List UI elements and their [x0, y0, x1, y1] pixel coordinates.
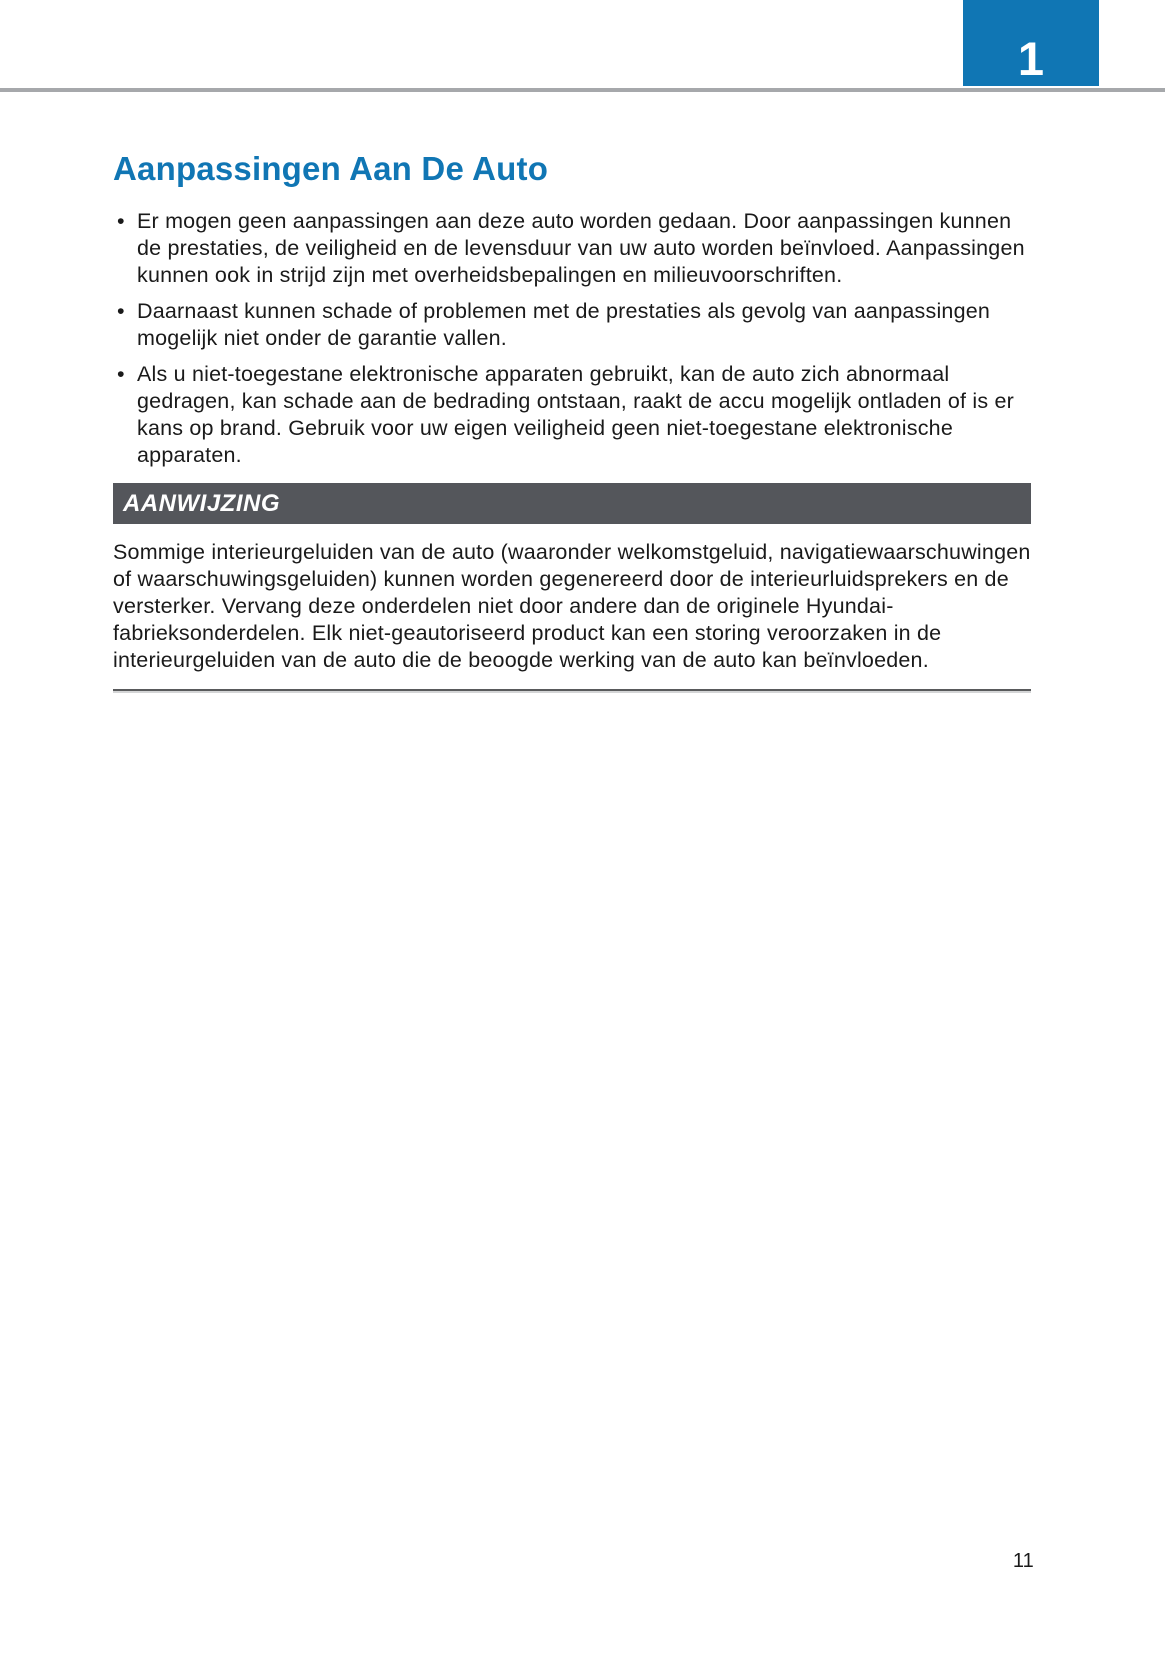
header-divider: [0, 88, 1165, 92]
bullet-text: Er mogen geen aanpassingen aan deze auto worden gedaan. Door aanpassingen kunnen de prestaties, de veiligheid en de levensduur van uw auto worden beïnvloed. Aanpassingen kunnen ook in strijd zijn met overheidsbepalingen en milieuvoorschriften.: [137, 209, 1025, 287]
page-number: 11: [1012, 1550, 1034, 1572]
bullet-item: [113, 208, 1031, 289]
bullet-item: [113, 361, 1031, 469]
bullet-marker: •: [117, 209, 125, 233]
bullet-marker: •: [117, 362, 125, 386]
notice-banner: [113, 483, 1031, 524]
bullet-text: Daarnaast kunnen schade of problemen met de prestaties als gevolg van aanpassingen mogelijk niet onder de garantie vallen.: [137, 299, 991, 350]
bullet-list: [113, 208, 1031, 469]
chapter-number: 1: [1017, 32, 1045, 85]
section-title: Aanpassingen Aan De Auto: [113, 150, 549, 187]
bullet-text: Als u niet-toegestane elektronische apparaten gebruikt, kan de auto zich abnormaal gedragen, kan schade aan de bedrading ontstaan, raakt de accu mogelijk ontladen of is er kans op brand. Gebruik voor uw eigen veiligheid geen niet-toegestane elektronische apparaten.: [137, 362, 1014, 467]
notice-body: Sommige interieurgeluiden van de auto (waaronder welkomstgeluid, navigatiewaarschuwingen of waarschuwingsgeluiden) kunnen worden gegenereerd door de interieurluidsprekers en de versterker. Vervang deze onderdelen niet door andere dan de originele Hyundai-fabrieksonderdelen. Elk niet-geautoriseerd product kan een storing veroorzaken in de interieurgeluiden van de auto die de beoogde werking van de auto kan beïnvloeden.: [113, 540, 1031, 672]
notice-label: AANWIJZING: [123, 489, 280, 517]
section-divider: [113, 689, 1031, 693]
bullet-marker: •: [117, 299, 125, 323]
page-content: [113, 150, 1031, 693]
bullet-item: [113, 298, 1031, 352]
chapter-badge: [963, 0, 1099, 86]
